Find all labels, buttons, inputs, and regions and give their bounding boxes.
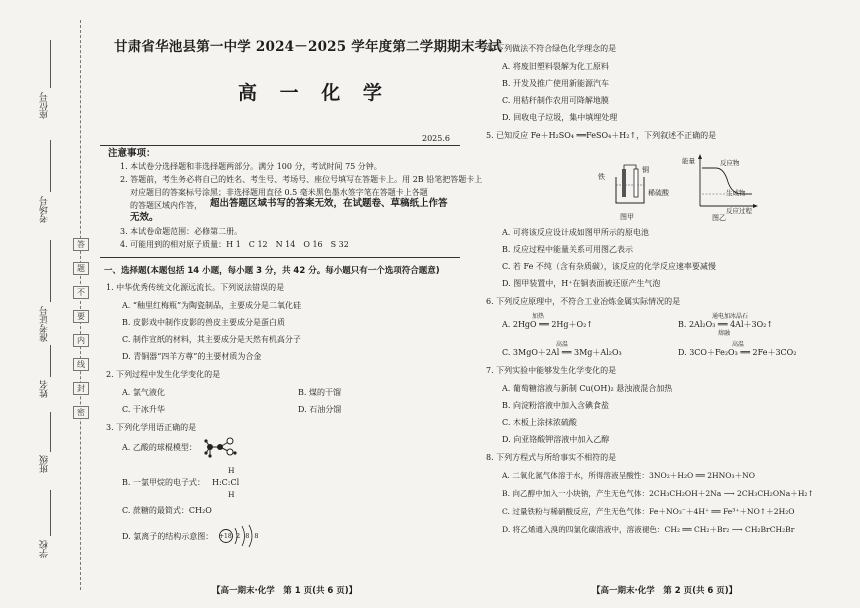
- q6-c-condition: 高温: [556, 341, 569, 348]
- q2-option-d: D. 石油分馏: [298, 405, 342, 414]
- q6-option-d: D. 3CO＋Fe₂O₃ ══ 2Fe＋3CO₂: [678, 348, 797, 357]
- q5-option-d: D. 图甲装置中，H⁺在铜表面被还原产生气泡: [502, 279, 661, 288]
- seal-char: 题: [73, 262, 89, 275]
- exam-room-label: 考场号: [40, 196, 50, 223]
- name-label: 姓名: [40, 380, 50, 398]
- chloride-shell-electrons: 2 8 8: [236, 532, 261, 540]
- note-4: 4. 可能用到的相对原子质量：H 1 C 12 N 14 O 16 S 32: [120, 240, 349, 249]
- note-2: 2. 答题前，考生务必将自己的姓名、考生号、考场号、座位号填写在答题卡上。用 2B 铅笔把答题卡上: [120, 175, 483, 184]
- notes-heading: 注意事项：: [108, 148, 156, 159]
- q6-a-condition: 加热: [532, 313, 545, 320]
- q1-stem: 1. 中华优秀传统文化源远流长。下列说法错误的是: [106, 283, 285, 292]
- q6-b-condition-bot: 熔融: [718, 330, 731, 337]
- q7-option-a: A. 葡萄糖溶液与新制 Cu(OH)₂ 悬浊液混合加热: [502, 384, 673, 393]
- q3-b-formula-top: H: [228, 466, 235, 475]
- seal-char: 要: [73, 310, 89, 323]
- q2-stem: 2. 下列过程中发生化学变化的是: [106, 370, 221, 379]
- q3-option-a: A. 乙酸的球棍模型：: [122, 443, 197, 452]
- q3-option-b: B. 一氯甲烷的电子式：: [122, 478, 205, 487]
- q6-b-condition-top: 通电加冰晶石: [712, 313, 749, 320]
- q3-option-c: C. 蔗糖的最简式：CH₂O: [122, 506, 212, 515]
- section-1-heading: 一、选择题(本题包括 14 小题，每小题 3 分，共 42 分。每小题只有一个选项符合题意): [104, 266, 440, 276]
- q3-stem: 3. 下列化学用语正确的是: [106, 423, 197, 432]
- q3-b-formula-bot: H: [228, 490, 235, 499]
- q6-option-b: B. 2Al₂O₃ ══ 4Al＋3O₂↑: [678, 320, 774, 329]
- fig2-energy-label: 能量: [682, 157, 695, 165]
- q8-stem: 8. 下列方程式与所给事实不相符的是: [486, 453, 617, 462]
- q8-option-a: A. 二氧化氮气体溶于水，所得溶液呈酸性：3NO₂＋H₂O ══ 2HNO₃＋NO: [502, 471, 756, 480]
- exam-title: 甘肃省华池县第一中学 2024－2025 学年度第二学期期末考试: [114, 39, 502, 55]
- q5-option-c: C. 若 Fe 不纯（含有杂质碳），该反应的化学反应速率要减慢: [502, 262, 716, 271]
- q7-option-c: C. 木板上涂抹浓硫酸: [502, 418, 577, 427]
- footer-page-2: 【高一期末·化学 第 2 页(共 6 页)】: [592, 586, 738, 596]
- q7-option-d: D. 向亚铬酸钾溶液中加入乙醇: [502, 435, 610, 444]
- q1-option-c: C. 制作宣纸的材料，其主要成分是天然有机高分子: [122, 335, 301, 344]
- seal-dashed-line: [80, 20, 81, 590]
- q3-b-formula-mid: H:C:Cl: [212, 478, 240, 487]
- binding-strip: [0, 0, 96, 608]
- q4-stem: 4. 下列做法不符合绿色化学理念的是: [486, 44, 617, 53]
- fig2-product-label: 生成物: [726, 189, 746, 197]
- q8-option-d: D. 将乙烯通入溴的四氯化碳溶液中，溶液褪色：CH₂ ══ CH₂＋Br₂ ⟶ CH₂BrCH₂Br: [502, 525, 795, 534]
- acetic-acid-ball-stick-model: [204, 436, 238, 458]
- q2-option-b: B. 煤的干馏: [298, 388, 341, 397]
- seal-char: 答: [73, 238, 89, 251]
- q4-option-d: D. 回收电子垃圾，集中填埋处理: [502, 113, 618, 122]
- q6-option-c: C. 3MgO＋2Al ══ 3Mg＋Al₂O₃: [502, 348, 622, 357]
- class-label: 班级: [40, 455, 50, 473]
- note-3: 3. 本试卷命题范围：必修第二册。: [120, 227, 243, 236]
- note-2-end: 无效。: [130, 212, 159, 223]
- seal-char: 不: [73, 286, 89, 299]
- q8-option-c: C. 过量铁粉与稀硝酸反应，产生无色气体：Fe＋NO₃⁻＋4H⁺ ══ Fe³⁺＋NO↑＋2H₂O: [502, 507, 795, 516]
- name-line: [50, 345, 51, 377]
- seal-char: 线: [73, 358, 89, 371]
- q6-option-a: A. 2HgO ══ 2Hg＋O₂↑: [502, 320, 593, 329]
- q4-option-c: C. 用秸秆制作农用可降解地膜: [502, 96, 609, 105]
- seat-number-line: [50, 40, 51, 88]
- fig1-acid-label: 稀硫酸: [648, 189, 669, 197]
- notes-rule: [100, 257, 460, 258]
- fig1-iron-label: 铁: [598, 173, 605, 181]
- q2-option-a: A. 氯气液化: [122, 388, 165, 397]
- footer-page-1: 【高一期末·化学 第 1 页(共 6 页)】: [212, 586, 358, 596]
- q1-option-d: D. 青铜器“四羊方尊”的主要材质为合金: [122, 352, 262, 361]
- q5-stem: 5. 已知反应 Fe＋H₂SO₄ ══FeSO₄＋H₂↑，下列叙述不正确的是: [486, 131, 717, 140]
- q7-stem: 7. 下列实验中能够发生化学变化的是: [486, 366, 617, 375]
- q5-option-a: A. 可将该反应设计成如图甲所示的原电池: [502, 228, 649, 237]
- chloride-nucleus-label: +18: [219, 533, 232, 540]
- seal-char: 封: [73, 382, 89, 395]
- fig2-reactant-label: 反应物: [720, 159, 740, 167]
- header-rule: [100, 145, 460, 146]
- q4-option-b: B. 开发及推广使用新能源汽车: [502, 79, 609, 88]
- exam-date: 2025.6: [422, 134, 450, 143]
- q6-stem: 6. 下列反应原理中，不符合工业冶炼金属实际情况的是: [486, 297, 681, 306]
- school-label: 学校: [40, 540, 50, 558]
- class-line: [50, 412, 51, 452]
- note-2-cont2: 的答题区域内作答，: [130, 201, 202, 210]
- q1-option-b: B. 皮影戏中制作皮影的兽皮主要成分是蛋白质: [122, 318, 285, 327]
- note-1: 1. 本试卷分选择题和非选择题两部分。满分 100 分，考试时间 75 分钟。: [120, 162, 382, 171]
- exam-number-label: 准考证号: [40, 306, 50, 342]
- q5-option-b: B. 反应过程中能量关系可用图乙表示: [502, 245, 633, 254]
- q6-d-condition: 高温: [732, 341, 745, 348]
- note-2-cont: 对应题目的答案标号涂黑；非选择题用直径 0.5 毫米黑色墨水签字笔在答题卡上各题: [130, 188, 428, 197]
- exam-number-line: [50, 240, 51, 302]
- fig2-caption: 图乙: [712, 214, 726, 222]
- page-2: [480, 0, 852, 608]
- fig1-copper-label: 铜: [642, 166, 649, 174]
- q8-option-b: B. 向乙醇中加入一小块钠，产生无色气体：2CH₃CH₂OH＋2Na ⟶ 2CH₃CH₂ONa＋H₂↑: [502, 489, 814, 498]
- q3-option-d: D. 氯离子的结构示意图：: [122, 532, 214, 541]
- fig1-caption: 图甲: [620, 213, 634, 221]
- q4-option-a: A. 将废旧塑料裂解为化工原料: [502, 62, 609, 71]
- exam-room-line: [50, 140, 51, 192]
- page-1: [100, 0, 502, 608]
- school-line: [50, 490, 51, 536]
- seal-char: 密: [73, 406, 89, 419]
- fig2-process-label: 反应过程: [726, 207, 752, 215]
- seal-char: 内: [73, 334, 89, 347]
- q7-option-b: B. 向淀粉溶液中加入含碘食盐: [502, 401, 609, 410]
- subject-title: 高 一 化 学: [238, 82, 390, 104]
- q1-option-a: A. “釉里红梅瓶”为陶瓷制品，主要成分是二氧化硅: [122, 301, 302, 310]
- note-2-emphasis: 超出答题区域书写的答案无效，在试题卷、草稿纸上作答: [210, 198, 448, 209]
- q2-option-c: C. 干冰升华: [122, 405, 165, 414]
- seat-number-label: 座位号: [40, 92, 50, 119]
